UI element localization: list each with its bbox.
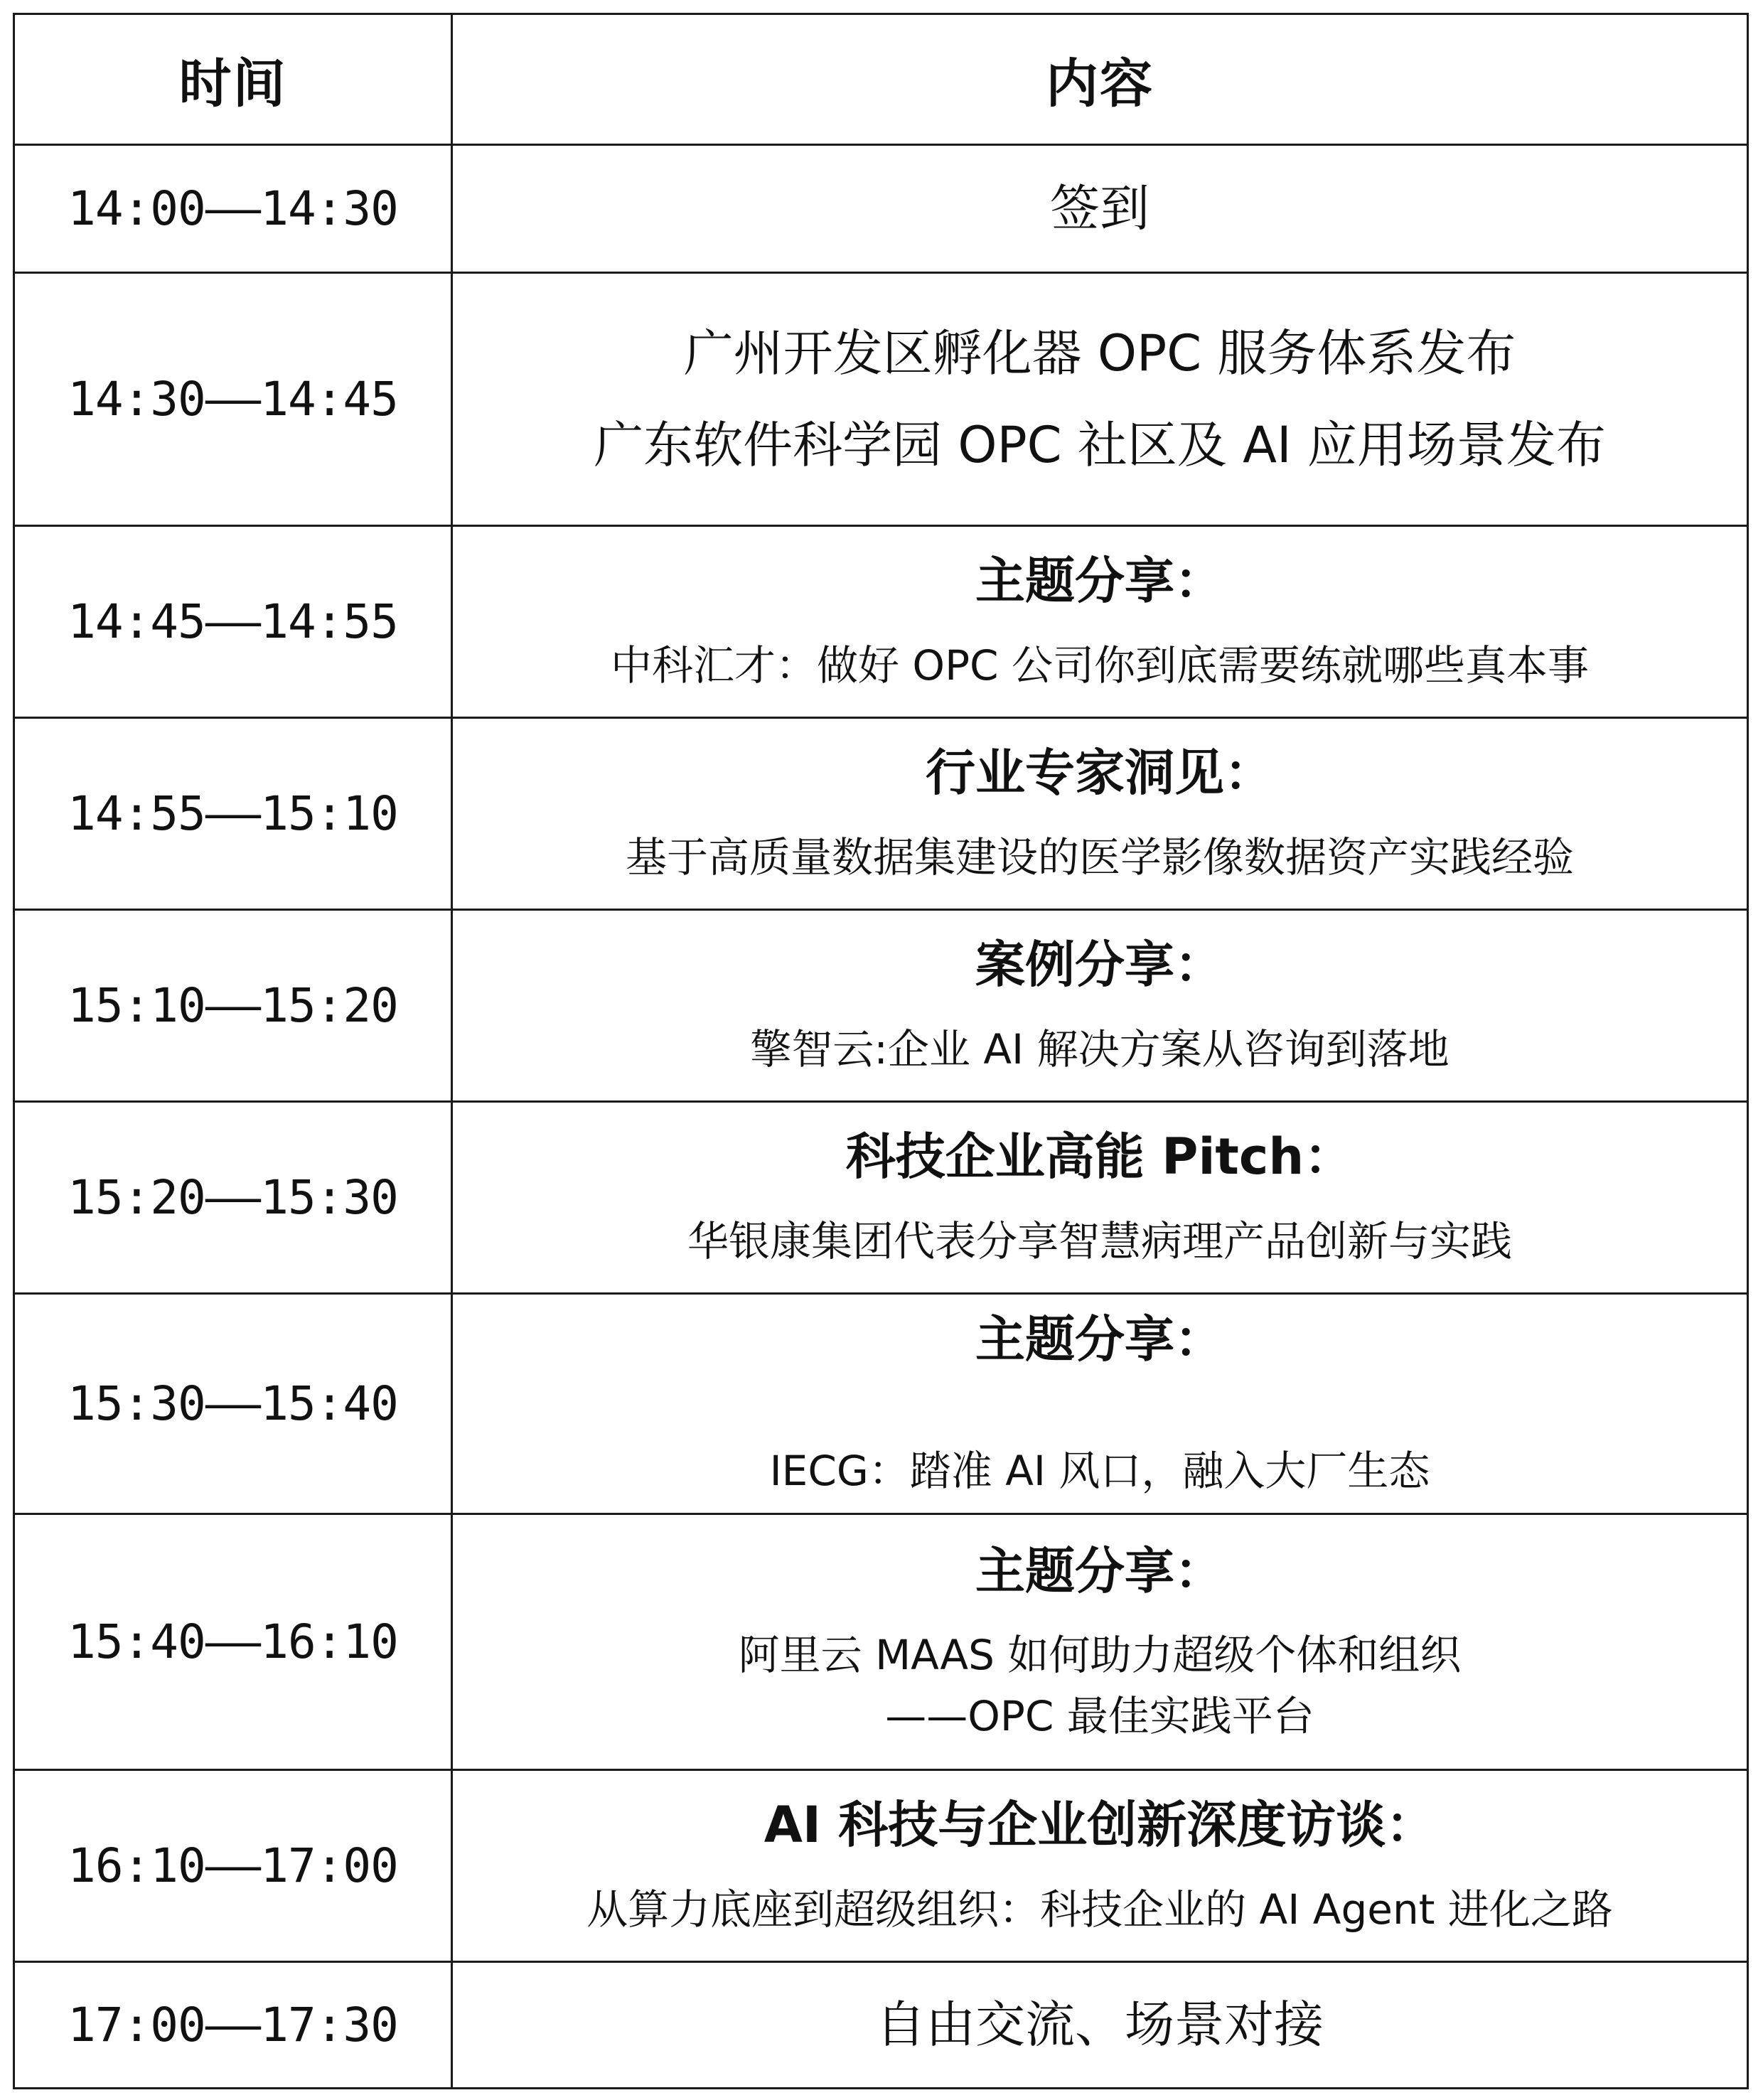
session-subtitle: 中科汇才：做好 OPC 公司你到底需要练就哪些真本事 [610, 641, 1589, 690]
session-title: 案例分享： [975, 936, 1224, 995]
session-line: 广州开发区孵化器 OPC 服务体系发布 [683, 324, 1516, 382]
session-subtitle: 擎智云:企业 AI 解决方案从咨询到落地 [750, 1024, 1449, 1073]
session-time: 16:10——17:00 [14, 1770, 452, 1962]
session-title: 主题分享： [975, 1541, 1224, 1600]
session-title: 主题分享： [975, 552, 1224, 611]
agenda-row [14, 1102, 1748, 1294]
session-subtitle: 基于高质量数据集建设的医学影像数据资产实践经验 [625, 832, 1574, 882]
session-time: 14:00——14:30 [14, 145, 452, 273]
session-content [452, 1102, 1748, 1294]
agenda-row [14, 910, 1748, 1102]
session-time: 15:40——16:10 [14, 1514, 452, 1770]
session-time: 15:30——15:40 [14, 1294, 452, 1514]
session-subtitle: 从算力底座到超级组织：科技企业的 AI Agent 进化之路 [586, 1885, 1613, 1934]
agenda-row [14, 718, 1748, 910]
session-time: 15:20——15:30 [14, 1102, 452, 1294]
session-content [452, 718, 1748, 910]
session-subtitle: ——OPC 最佳实践平台 [885, 1691, 1314, 1740]
agenda-table [13, 13, 1749, 2089]
agenda-row [14, 1514, 1748, 1770]
agenda-row [14, 1962, 1748, 2089]
session-subtitle: 华银康集团代表分享智慧病理产品创新与实践 [687, 1216, 1512, 1265]
session-time: 15:10——15:20 [14, 910, 452, 1102]
agenda-row [14, 273, 1748, 526]
session-line: 自由交流、场景对接 [876, 1995, 1324, 2055]
content-column-header: 内容 [452, 14, 1748, 145]
session-time: 14:55——15:10 [14, 718, 452, 910]
agenda-row [14, 526, 1748, 718]
session-content [452, 1962, 1748, 2089]
session-title: AI 科技与企业创新深度访谈： [763, 1796, 1436, 1855]
session-subtitle: 阿里云 MAAS 如何助力超级个体和组织 [738, 1631, 1462, 1680]
session-content [452, 1514, 1748, 1770]
session-subtitle: IECG：踏准 AI 风口，融入大厂生态 [769, 1446, 1430, 1495]
session-title: 行业专家洞见： [926, 744, 1274, 803]
agenda-row [14, 1294, 1748, 1514]
session-line: 签到 [1050, 179, 1150, 238]
session-line: 广东软件科学园 OPC 社区及 AI 应用场景发布 [594, 415, 1606, 474]
time-column-header: 时间 [14, 14, 452, 145]
session-content [452, 145, 1748, 273]
session-time: 14:30——14:45 [14, 273, 452, 526]
session-content [452, 273, 1748, 526]
session-title: 主题分享： [975, 1310, 1224, 1369]
session-content [452, 526, 1748, 718]
session-content [452, 1770, 1748, 1962]
header-row [14, 14, 1748, 145]
session-time: 14:45——14:55 [14, 526, 452, 718]
session-content [452, 1294, 1748, 1514]
session-content [452, 910, 1748, 1102]
agenda-row [14, 145, 1748, 273]
session-title: 科技企业高能 Pitch： [845, 1127, 1354, 1186]
session-time: 17:00——17:30 [14, 1962, 452, 2089]
agenda-row [14, 1770, 1748, 1962]
